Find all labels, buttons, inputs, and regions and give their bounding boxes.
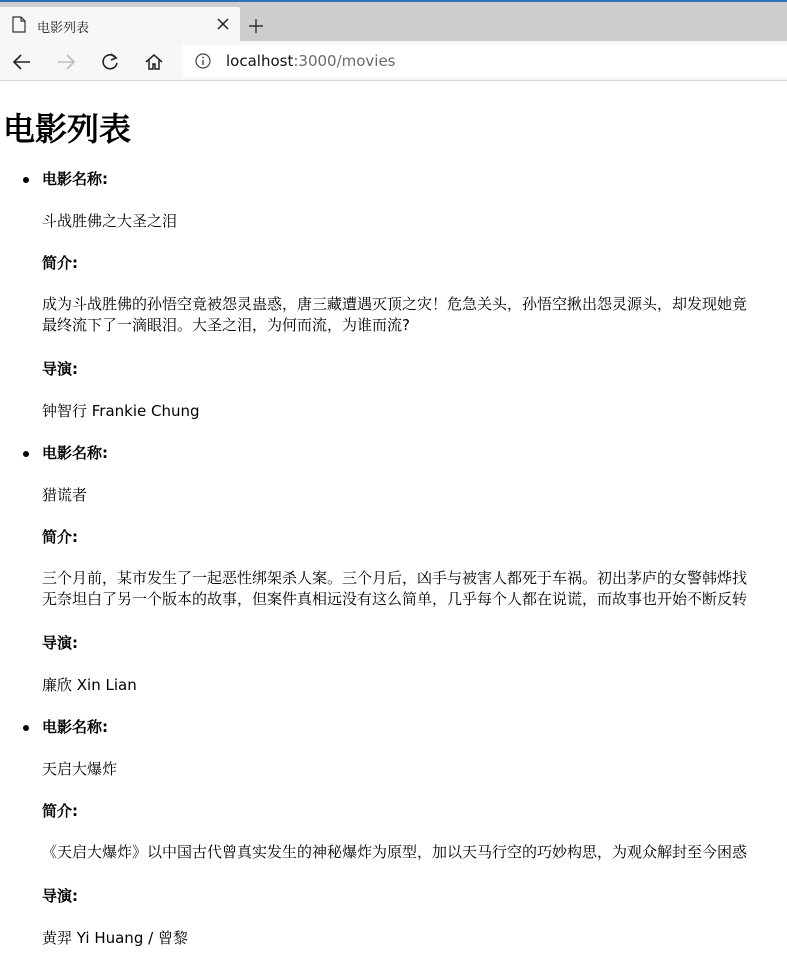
list-bullet [23,451,29,457]
movie-director-label: 导演: [42,634,78,652]
movie-name: 斗战胜佛之大圣之泪 [42,212,178,230]
browser-toolbar [0,41,787,81]
movie-summary-line: 《天启大爆炸》以中国古代曾真实发生的神秘爆炸为原型，加以天马行空的巧妙构思，为观众解封至今困惑 [42,843,748,861]
movie-director: 钟智行 Frankie Chung [42,402,200,420]
tab-strip [0,2,787,41]
new-tab-plus-icon[interactable] [247,17,265,35]
url-host: localhost [226,52,294,70]
page-title: 电影列表 [3,110,132,148]
movie-summary-line: 无奈坦白了另一个版本的故事，但案件真相远没有这么简单，几乎每个人都在说谎，而故事也开始不断反转 [42,590,748,608]
movie-summary-label: 简介: [42,528,78,546]
movie-name: 猎谎者 [42,486,88,504]
tab-movie-list[interactable] [0,7,240,41]
page-icon [12,16,26,33]
movie-summary-line: 最终流下了一滴眼泪。大圣之泪，为何而流，为谁而流? [42,316,410,334]
address-bar[interactable] [182,45,787,77]
movie-director: 黄羿 Yi Huang / 曾黎 [42,929,188,947]
movie-director-label: 导演: [42,887,78,905]
movie-summary-label: 简介: [42,802,78,820]
list-bullet [23,177,29,183]
reload-icon[interactable] [99,51,121,73]
tab-title: 电影列表 [37,21,90,36]
back-arrow-icon[interactable] [11,51,33,73]
movie-director: 廉欣 Xin Lian [42,676,137,694]
forward-arrow-icon[interactable] [55,51,77,73]
url-text[interactable] [226,52,396,70]
page-content [0,82,787,958]
movie-summary-line: 三个月前，某市发生了一起恶性绑架杀人案。三个月后，凶手与被害人都死于车祸。初出茅庐的女警韩烨找 [42,569,748,587]
movie-summary-line: 成为斗战胜佛的孙悟空竟被怨灵蛊惑，唐三藏遭遇灭顶之灾！危急关头，孙悟空揪出怨灵源头，却发现她竟 [42,295,748,313]
movie-summary-label: 简介: [42,254,78,272]
list-bullet [23,725,29,731]
movie-name: 天启大爆炸 [42,760,118,778]
movie-name-label: 电影名称: [42,444,108,462]
movie-director-label: 导演: [42,360,78,378]
movie-name-label: 电影名称: [42,170,108,188]
movie-name-label: 电影名称: [42,718,108,736]
url-path: :3000/movies [293,52,396,70]
close-icon[interactable] [216,17,230,31]
home-icon[interactable] [143,51,165,73]
info-icon[interactable] [195,53,211,69]
